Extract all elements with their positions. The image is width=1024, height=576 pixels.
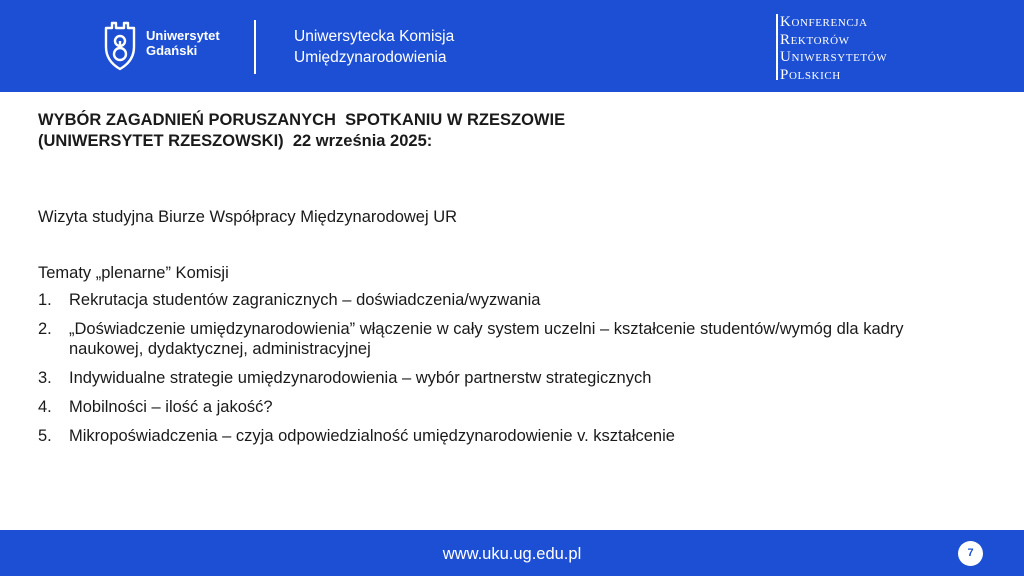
krup-logo-bar	[776, 14, 778, 80]
list-item	[38, 290, 938, 310]
list-item-text: Mikropoświadczenia – czyja odpowiedzialność umiędzynarodowienie v. kształcenie	[69, 427, 675, 445]
commission-name-line1: Uniwersytecka Komisja	[294, 28, 455, 45]
commission-name	[294, 26, 454, 68]
list-item	[38, 368, 938, 388]
header-bar	[0, 0, 1024, 92]
krup-initial: P	[780, 66, 789, 83]
krup-word: OLSKICH	[788, 69, 841, 82]
krup-logo-row	[780, 49, 887, 67]
university-name-line1: Uniwersytet	[146, 28, 220, 43]
university-name-line2: Gdański	[146, 43, 198, 58]
krup-logo-row	[780, 32, 887, 50]
list-item-text: Rekrutacja studentów zagranicznych – doświadczenia/wyzwania	[69, 291, 541, 309]
krup-initial: R	[780, 31, 791, 48]
krup-word: EKTORÓW	[790, 34, 850, 47]
list-item-text: „Doświadczenie umiędzynarodowienia” włączenie w cały system uczelni – kształcenie studentów/wymóg dla kadry naukowej, dydaktycznej, administracyjnej	[69, 320, 904, 358]
footer-bar	[0, 530, 1024, 576]
krup-logo	[780, 14, 887, 84]
header-divider	[254, 20, 256, 74]
list-item-number: 3.	[38, 369, 52, 387]
topics-list	[38, 290, 938, 455]
list-item-text: Mobilności – ilość a jakość?	[69, 398, 273, 416]
slide-title-line2: (UNIWERSYTET RZESZOWSKI) 22 września 2025:	[38, 132, 433, 150]
krup-word: ONFERENCJA	[791, 17, 868, 29]
list-item	[38, 319, 938, 359]
krup-logo-row	[780, 67, 887, 85]
krup-word: NIWERSYTETÓW	[791, 52, 888, 64]
list-item	[38, 426, 938, 446]
list-item	[38, 397, 938, 417]
footer-url: www.uku.ug.edu.pl	[442, 545, 582, 563]
list-item-number: 1.	[38, 291, 52, 309]
krup-logo-row	[780, 14, 887, 32]
list-item-number: 5.	[38, 427, 52, 445]
study-visit-text: Wizyta studyjna Biurze Współpracy Międzynarodowej UR	[38, 208, 458, 226]
page-number-badge: 7	[958, 541, 983, 566]
commission-name-line2: Umiędzynarodowienia	[294, 49, 447, 66]
ug-crest-logo-icon	[103, 19, 137, 71]
list-item-number: 2.	[38, 320, 52, 338]
list-item-number: 4.	[38, 398, 52, 416]
slide-title-line1: WYBÓR ZAGADNIEŃ PORUSZANYCH SPOTKANIU W RZESZOWIE	[38, 111, 566, 129]
krup-initial: U	[780, 49, 792, 65]
slide-title	[38, 110, 738, 152]
krup-initial: K	[780, 14, 792, 30]
university-name	[146, 28, 220, 58]
list-item-text: Indywidualne strategie umiędzynarodowienia – wybór partnerstw strategicznych	[69, 369, 652, 387]
topics-heading: Tematy „plenarne” Komisji	[38, 264, 229, 282]
